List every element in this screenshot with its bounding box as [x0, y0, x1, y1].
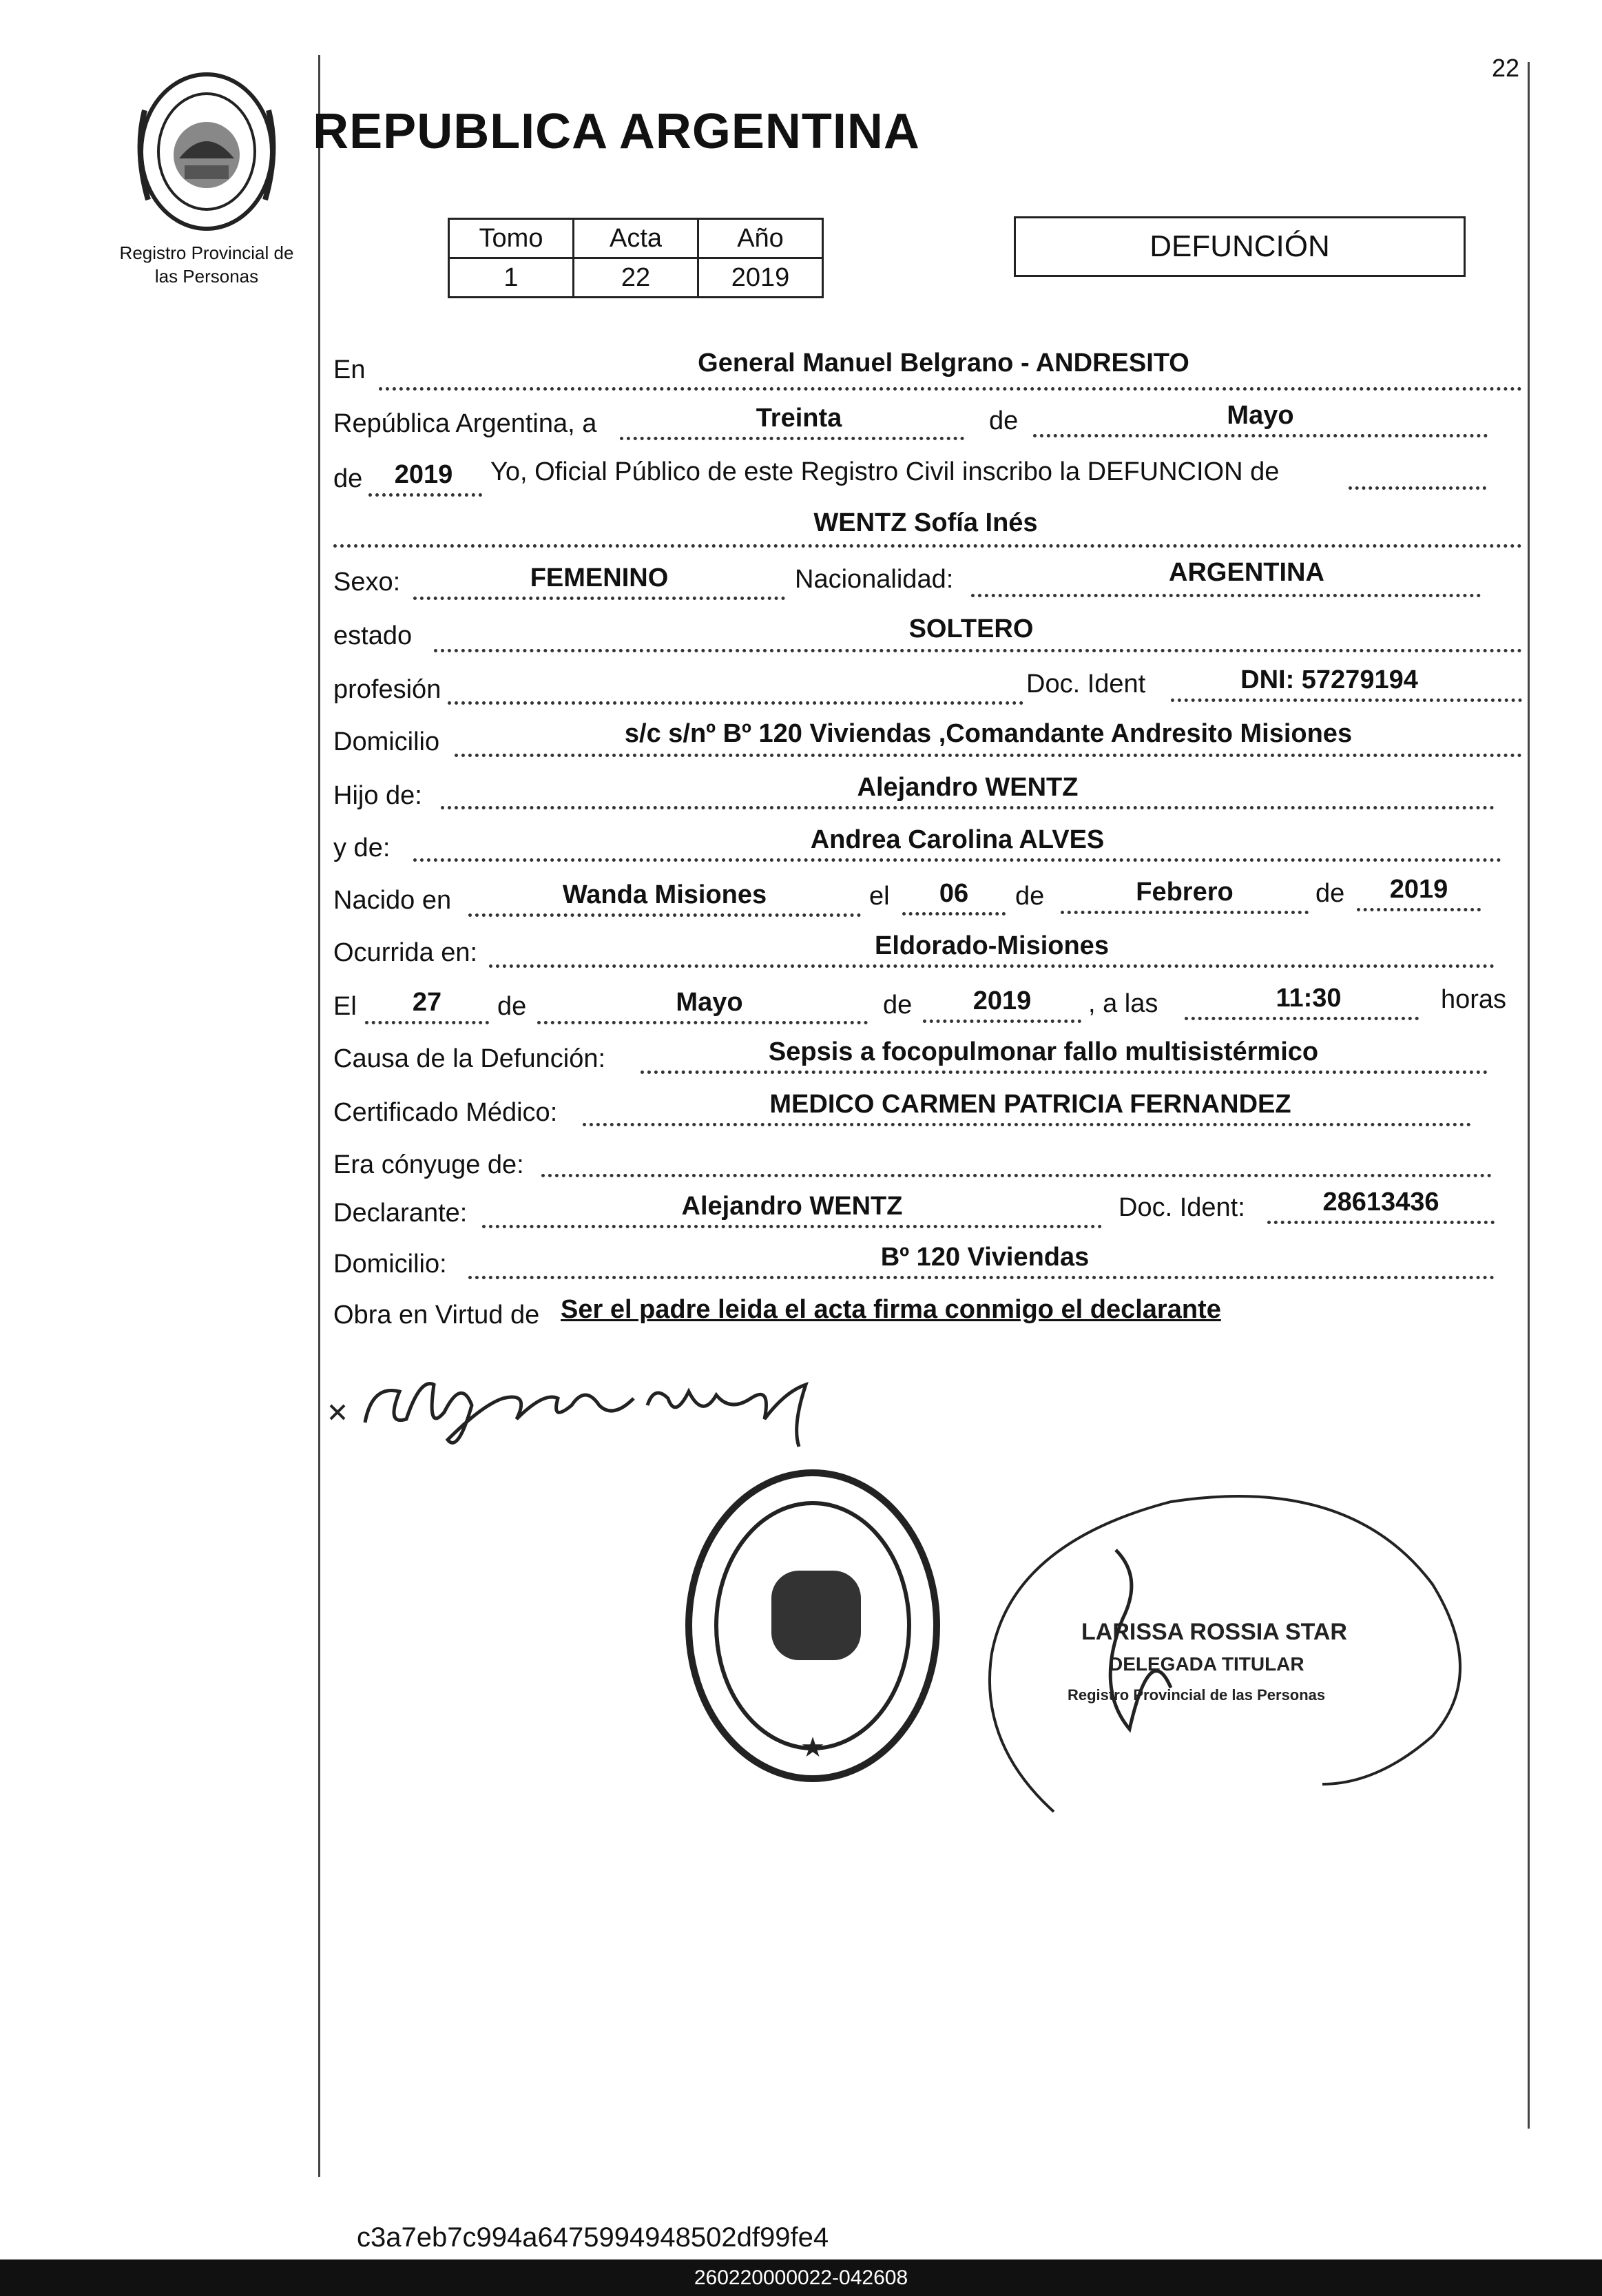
reference-table — [448, 218, 824, 298]
official-name: LARISSA ROSSIA STAR — [1081, 1619, 1347, 1645]
tomo-header: Tomo — [449, 219, 574, 258]
anio-value: 2019 — [698, 258, 823, 298]
republica-label: República Argentina, a — [333, 409, 597, 438]
en-value: General Manuel Belgrano - ANDRESITO — [698, 349, 1189, 378]
nacido-label: Nacido en — [333, 886, 452, 915]
death-de2-label: de — [883, 991, 913, 1020]
birth-day-dots — [902, 912, 1006, 916]
ocurrida-dots — [489, 964, 1495, 968]
domicilio2-dots — [468, 1276, 1495, 1279]
doc-ident-value: DNI: 57279194 — [1240, 665, 1418, 694]
yde-dots — [413, 858, 1501, 862]
birth-month-dots — [1061, 911, 1309, 914]
domicilio-value: s/c s/nº Bº 120 Viviendas ,Comandante Andresito Misiones — [624, 719, 1353, 748]
alas-label: , a las — [1088, 989, 1158, 1018]
registry-line-2: las Personas — [154, 266, 259, 287]
acta-header: Acta — [574, 219, 698, 258]
estado-value: SOLTERO — [908, 614, 1034, 643]
name-dots — [333, 544, 1522, 548]
oficial-text: Yo, Oficial Público de este Registro Civil inscribo la DEFUNCION de — [490, 457, 1280, 486]
nacido-value: Wanda Misiones — [562, 880, 767, 909]
anio-header: Año — [698, 219, 823, 258]
nacionalidad-value: ARGENTINA — [1169, 558, 1324, 587]
death-time: 11:30 — [1276, 984, 1342, 1013]
death-year: 2019 — [972, 986, 1032, 1015]
conyuge-label: Era cónyuge de: — [333, 1150, 524, 1179]
profesion-label: profesión — [333, 675, 441, 704]
domicilio-label: Domicilio — [333, 727, 440, 756]
death-day-dots — [365, 1021, 489, 1024]
month-dots — [1033, 434, 1488, 437]
hijo-label: Hijo de: — [333, 781, 422, 810]
record-type-box: DEFUNCIÓN — [1014, 216, 1466, 277]
death-day: 27 — [412, 988, 442, 1017]
ocurrida-label: Ocurrida en: — [333, 938, 478, 967]
ocurrida-value: Eldorado-Misiones — [875, 931, 1109, 960]
de2-label: de — [333, 464, 363, 493]
horas-label: horas — [1441, 985, 1507, 1014]
en-dots — [379, 387, 1522, 391]
year-dots — [368, 493, 482, 497]
nacionalidad-label: Nacionalidad: — [795, 565, 954, 594]
el2-label: El — [333, 992, 357, 1021]
deceased-name: WENTZ Sofía Inés — [813, 508, 1038, 537]
registry-name — [103, 241, 310, 288]
certificado-label: Certificado Médico: — [333, 1098, 558, 1127]
footer-bar: 260220000022-042608 — [0, 2259, 1602, 2296]
day-words: Treinta — [756, 404, 842, 433]
registry-line-1: Registro Provincial de — [119, 242, 294, 263]
day-dots — [620, 437, 964, 440]
hijo-value: Alejandro WENTZ — [857, 773, 1079, 802]
month: Mayo — [1227, 401, 1294, 430]
certificado-dots — [583, 1123, 1471, 1126]
decl-doc-dots — [1267, 1221, 1495, 1224]
document-hash: c3a7eb7c994a6475994948502df99fe4 — [357, 2222, 829, 2253]
official-office: Registro Provincial de las Personas — [1068, 1686, 1326, 1704]
el-label: el — [869, 882, 890, 911]
death-time-dots — [1185, 1017, 1419, 1020]
yde-label: y de: — [333, 834, 391, 862]
doc-ident-label: Doc. Ident — [1026, 670, 1146, 699]
page-number: 22 — [1491, 54, 1519, 82]
left-margin-line — [318, 55, 320, 2177]
obra-label: Obra en Virtud de — [333, 1301, 540, 1330]
causa-dots — [641, 1071, 1488, 1074]
sexo-dots — [413, 597, 785, 600]
birth-de-label: de — [1015, 882, 1045, 911]
sexo-label: Sexo: — [333, 568, 401, 597]
oficial-dots — [1349, 486, 1486, 490]
domicilio2-value: Bº 120 Viviendas — [880, 1243, 1090, 1272]
declarante-label: Declarante: — [333, 1199, 468, 1228]
death-de-label: de — [497, 992, 527, 1021]
declarante-dots — [482, 1225, 1102, 1228]
death-month: Mayo — [676, 988, 743, 1017]
en-label: En — [333, 355, 366, 384]
tomo-value: 1 — [449, 258, 574, 298]
decl-doc-value: 28613436 — [1322, 1188, 1439, 1217]
birth-de2-label: de — [1315, 879, 1345, 908]
nacionalidad-dots — [971, 594, 1481, 597]
declarant-signature — [324, 1357, 847, 1460]
birth-year: 2019 — [1389, 875, 1448, 904]
yde-value: Andrea Carolina ALVES — [810, 825, 1105, 854]
hijo-dots — [441, 806, 1495, 809]
declarante-value: Alejandro WENTZ — [681, 1192, 903, 1221]
right-margin-line — [1528, 62, 1530, 2129]
causa-label: Causa de la Defunción: — [333, 1044, 606, 1073]
official-title: DELEGADA TITULAR — [1109, 1653, 1304, 1675]
sexo-value: FEMENINO — [530, 563, 669, 592]
conyuge-dots — [541, 1174, 1492, 1177]
registry-stamp — [682, 1467, 944, 1784]
year: 2019 — [394, 460, 453, 489]
profesion-dots — [448, 701, 1023, 705]
domicilio-dots — [455, 754, 1522, 757]
estado-label: estado — [333, 621, 413, 650]
acta-value: 22 — [574, 258, 698, 298]
svg-text:★: ★ — [800, 1733, 825, 1763]
certificado-value: MEDICO CARMEN PATRICIA FERNANDEZ — [769, 1090, 1291, 1119]
doc-ident-dots — [1171, 699, 1522, 702]
death-month-dots — [537, 1021, 868, 1024]
death-year-dots — [923, 1020, 1081, 1023]
document-title: REPUBLICA ARGENTINA — [313, 104, 920, 159]
birth-year-dots — [1357, 908, 1481, 911]
birth-day: 06 — [939, 879, 969, 908]
nacido-dots — [468, 913, 861, 917]
birth-month: Febrero — [1136, 878, 1234, 907]
decl-doc-label: Doc. Ident: — [1119, 1193, 1245, 1222]
official-signature — [964, 1481, 1474, 1839]
causa-value: Sepsis a focopulmonar fallo multisistérmico — [768, 1037, 1319, 1066]
domicilio2-label: Domicilio: — [333, 1250, 447, 1279]
estado-dots — [434, 649, 1522, 652]
de-label: de — [989, 406, 1019, 435]
obra-value: Ser el padre leida el acta firma conmigo el declarante — [561, 1295, 1221, 1324]
